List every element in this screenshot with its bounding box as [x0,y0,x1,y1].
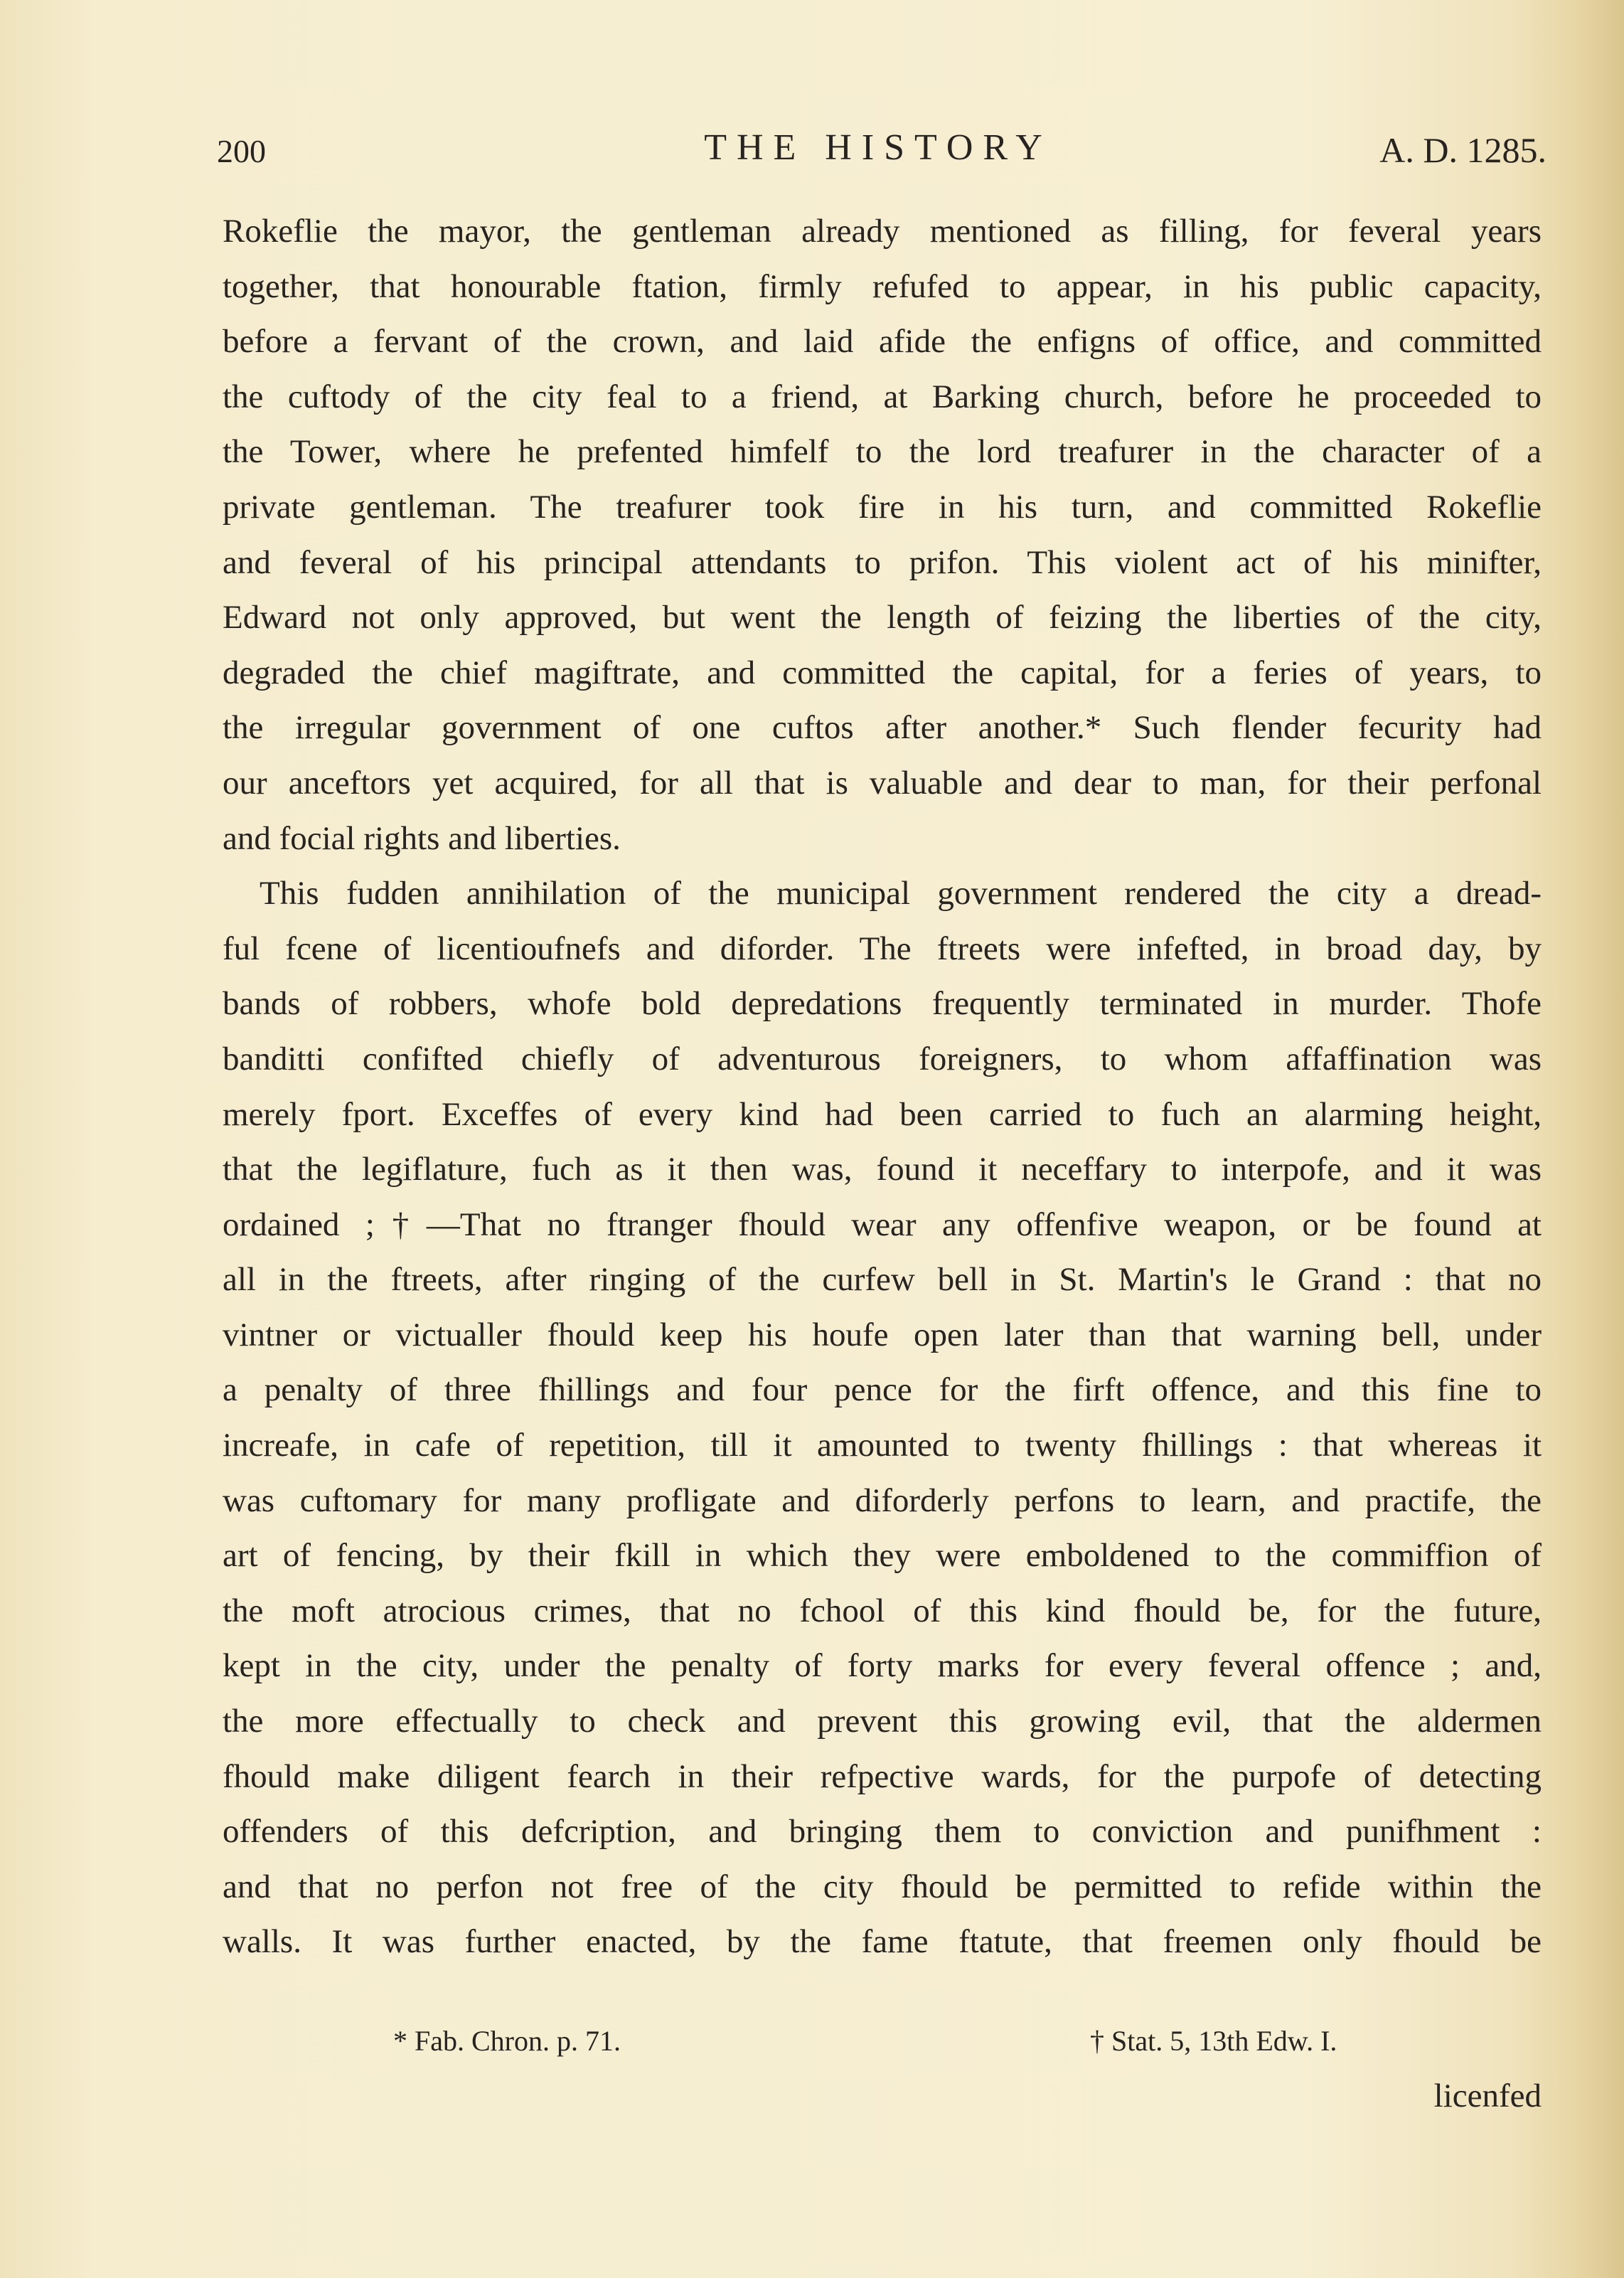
text-line: was cuftomary for many profligate and diforderly perfons to learn, and practife, the [223,1481,1542,1519]
text-line: that the legiflature, fuch as it then was, found it neceffary to interpofe, and it was [223,1151,1542,1188]
text-line: bands of robbers, whofe bold depredations frequently terminated in murder. Thofe [223,985,1542,1023]
footnotes [223,2024,1542,2074]
year-date: A. D. 1285. [1379,130,1546,170]
text-line: kept in the city, under the penalty of forty marks for every feveral offence ; and, [223,1647,1542,1685]
text-line: ful fcene of licentioufnefs and diforder. The ftreets were infefted, in broad day, by [223,930,1542,967]
text-line: our anceftors yet acquired, for all that is valuable and dear to man, for their perfonal [223,764,1542,802]
text-line: increafe, in cafe of repetition, till it amounted to twenty fhillings : that whereas it [223,1427,1542,1464]
text-line: a penalty of three fhillings and four pence for the firft offence, and this fine to [223,1371,1542,1409]
text-line: and feveral of his principal attendants to prifon. This violent act of his minifter, [223,543,1542,581]
text-line: banditti confifted chiefly of adventurous foreigners, to whom affaffination was [223,1040,1542,1077]
text-line: the Tower, where he prefented himfelf to the lord treafurer in the character of a [223,433,1542,471]
catchword: licenfed [1433,2077,1542,2114]
paragraph-start-line: This fudden annihilation of the municipal government rendered the city a dread- [260,875,1542,912]
text-line: all in the ftreets, after ringing of the curfew bell in St. Martin's le Grand : that no [223,1261,1542,1299]
text-line: the more effectually to check and prevent this growing evil, that the aldermen [223,1703,1542,1740]
text-line: and that no perfon not free of the city fhould be permitted to refide within the [223,1868,1542,1905]
running-header [217,127,1546,183]
text-line: art of fencing, by their fkill in which they were emboldened to the commiffion of [223,1537,1542,1575]
paragraph-end-line: and focial rights and liberties. [223,819,621,857]
text-line: offenders of this defcription, and bringing them to conviction and punifhment : [223,1813,1542,1851]
text-line: the cuftody of the city feal to a friend, at Barking church, before he proceeded to [223,378,1542,415]
text-line: Edward not only approved, but went the length of feizing the liberties of the city, [223,599,1542,637]
page-number: 200 [217,133,266,169]
text-line: merely fport. Exceffes of every kind had been carried to fuch an alarming height, [223,1095,1542,1133]
text-line: vintner or victualler fhould keep his houfe open later than that warning bell, under [223,1316,1542,1353]
text-line: private gentleman. The treafurer took fire in his turn, and committed Rokeflie [223,488,1542,526]
footnote-dagger: † Stat. 5, 13th Edw. I. [1090,2025,1337,2057]
body-text [223,204,1542,1970]
text-line: before a fervant of the crown, and laid afide the enfigns of office, and committed [223,323,1542,361]
text-line: the moft atrocious crimes, that no fchool of this kind fhould be, for the future, [223,1592,1542,1629]
text-line: ordained ;†—That no ftranger fhould wear any offenfive weapon, or be found at [223,1205,1542,1243]
text-line: together, that honourable ftation, firmly refufed to appear, in his public capacity, [223,267,1542,305]
text-line: walls. It was further enacted, by the fame ftatute, that freemen only fhould be [223,1923,1542,1961]
running-title: THE HISTORY [704,127,1052,168]
text-line: degraded the chief magiftrate, and committed the capital, for a feries of years, to [223,654,1542,691]
text-line: Rokeflie the mayor, the gentleman already mentioned as filling, for feveral years [223,213,1542,250]
text-line: fhould make diligent fearch in their refpective wards, for the purpofe of detecting [223,1757,1542,1795]
footnote-asterisk: * Fab. Chron. p. 71. [393,2025,621,2057]
text-line: the irregular government of one cuftos after another.* Such flender fecurity had [223,709,1542,747]
